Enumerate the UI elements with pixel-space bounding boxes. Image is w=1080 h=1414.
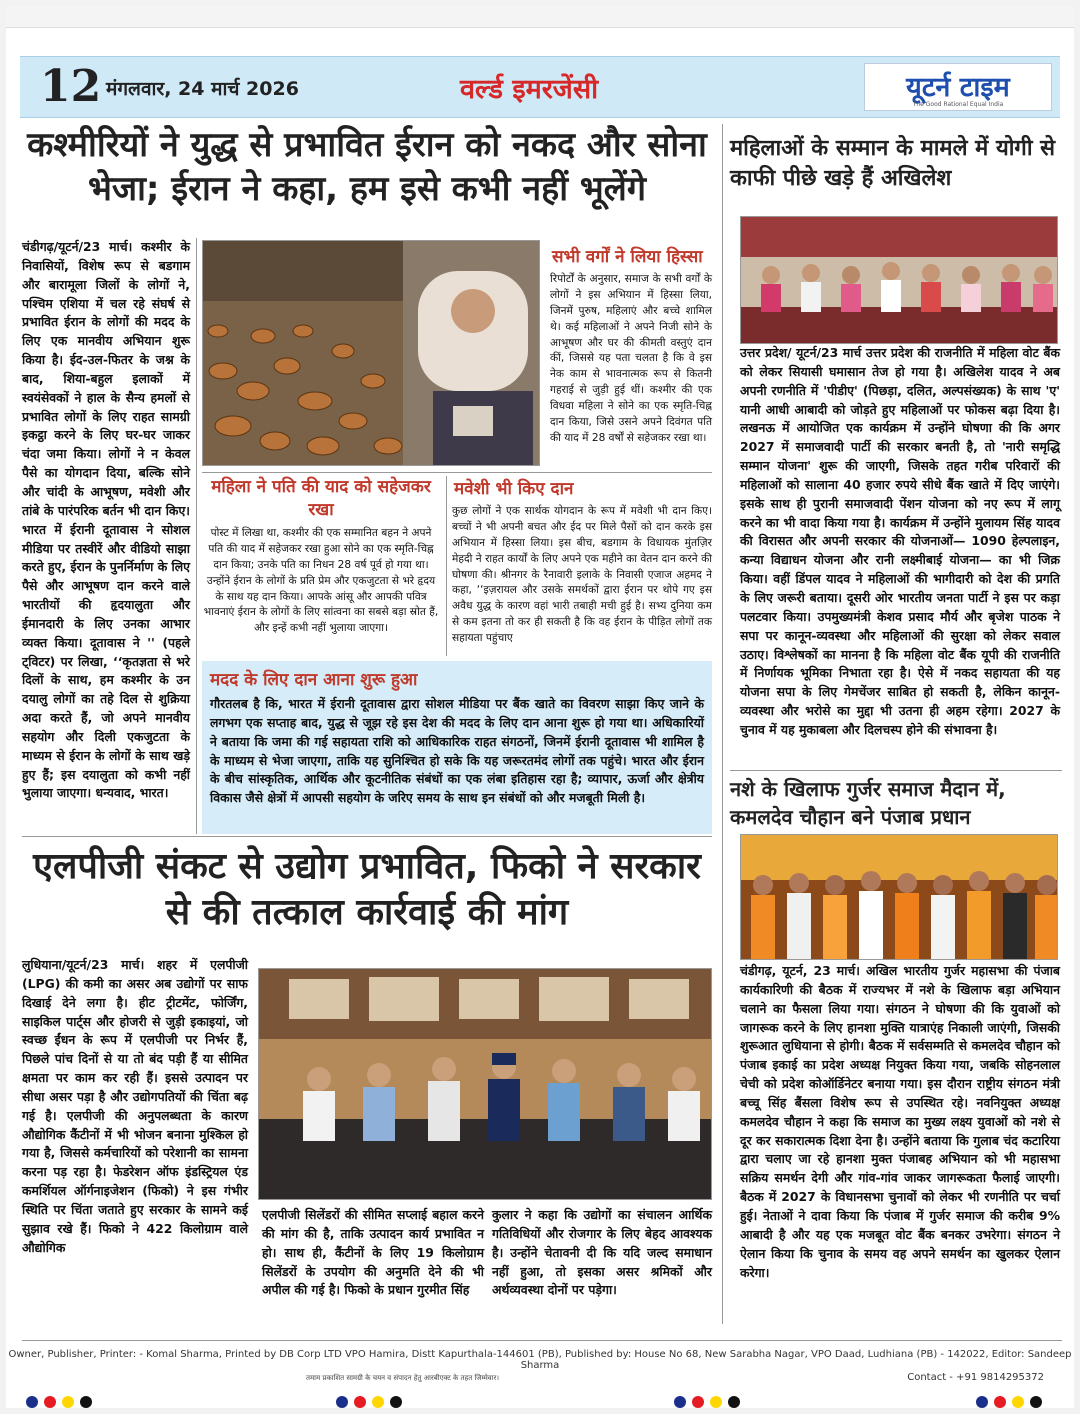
meeting-photo-illustration	[259, 969, 712, 1200]
register-mark	[354, 1396, 366, 1408]
register-mark	[1030, 1396, 1042, 1408]
imprint-line: Owner, Publisher, Printer: - Komal Sharma, Printed by DB Corp LTD VPO Hamira, Distt Kapurthala-144601 (PB), Published by: House No 68, New Sarabha Nagar, VPO Daad, Ludhiana (PB) - 142022, Editor: Sandeep Sharma	[8, 1349, 1072, 1371]
story1-cattle-text: कुछ लोगों ने एक सार्थक योगदान के रूप में मवेशी भी दान किए। बच्चों ने भी अपनी बचत और ईद पर मिले पैसों को दान करके इस अभियान में हिस्सा लिया। इस बीच, बडगाम के विधायक मुंतज़िर मेहदी ने राहत कार्यों के लिए अपने एक महीने का वेतन दान करने की घोषणा की। श्रीनगर के रैनावारी इलाके के निवासी एजाज अहमद ने कहा, ‘‘इज़रायल और उसके समर्थकों द्वारा ईरान पर थोपे गए इस अवैध युद्ध के कारण वहां भारी तबाही मची हुई है। सभ्य दुनिया कम से कम इतना तो कर ही सकती है कि वह ईरान के पीड़ित लोगों तक सहायता पहुंचाए	[452, 505, 712, 645]
top-strip	[6, 6, 1074, 28]
story3-photo	[740, 216, 1058, 344]
story2-column2: एलपीजी सिलेंडरों की सीमित सप्लाई बहाल करने की मांग की है, ताकि उत्पादन कार्य प्रभावित न हो। साथ ही, कैंटीनों के लिए 19 किलोग्राम सिलेंडरों के उपयोग की अनुमति देने की भी अपील की गई है। फिको के प्रधान गुरमीत सिंह	[262, 1207, 484, 1298]
issue-date: मंगलवार, 24 मार्च 2026	[106, 78, 299, 100]
story2-headline: एलपीजी संकट से उद्योग प्रभावित, फिको ने सरकार से की तत्काल कार्रवाई की मांग	[33, 846, 701, 934]
subhead-widow: महिला ने पति की याद को सहेजकर रखा	[211, 477, 431, 520]
responsibility-note: तमाम प्रकाशित सामग्री के चयन व संपादन हेतु आरबीएक्ट के तहत जिम्मेवार।	[306, 1374, 499, 1382]
event-stage-illustration	[741, 217, 1058, 344]
column-divider	[446, 476, 447, 656]
register-marks-right	[976, 1396, 1042, 1408]
story1-headline: कश्मीरियों ने युद्ध से प्रभावित ईरान को नकद और सोना भेजा; ईरान ने कहा, हम इसे कभी नहीं भूलेंगे	[27, 125, 707, 209]
contact-number: Contact - +91 9814295372	[907, 1372, 1044, 1383]
callout-title: मदद के लिए दान आना शुरू हुआ	[210, 670, 418, 690]
story4-headline: नशे के खिलाफ गुर्जर समाज मैदान में, कमलदेव चौहान बने पंजाब प्रधान	[730, 777, 1006, 829]
story2-column1: लुधियाना/यूटर्न/23 मार्च। शहर में एलपीजी (LPG) की कमी का असर अब उद्योगों पर साफ दिखाई देने लगा है। हीट ट्रीटमेंट, फोर्जिंग, साइकिल पार्ट्स और होजरी से जुड़ी इकाइयां, जो स्वच्छ ईंधन के रूप में एलपीजी पर निर्भर हैं, पिछले पांच दिनों से या तो बंद पड़ी हैं या सीमित क्षमता पर काम कर रही हैं। इससे उत्पादन पर सीधा असर पड़ा है और उद्योगपतियों की चिंता बढ़ गई है। एलपीजी की अनुपलब्धता के कारण औद्योगिक कैंटीनों में भी भोजन बनाना मुश्किल हो गया है, जिससे कर्मचारियों को परेशानी का सामना करना पड़ रहा है। फेडरेशन ऑफ इंडस्ट्रियल एंड कमर्शियल ऑर्गनाइजेशन (फिको) ने इस गंभीर स्थिति पर चिंता जताते हुए सरकार के सामने कई सुझाव रखे हैं। फिको ने 422 किलोग्राम वाले औद्योगिक	[22, 957, 248, 1255]
register-mark	[692, 1396, 704, 1408]
subhead-all-sections: सभी वर्गों ने लिया हिस्सा	[552, 247, 703, 267]
newspaper-page	[6, 6, 1074, 1408]
register-marks-center-left	[336, 1396, 402, 1408]
group-photo-illustration	[741, 835, 1058, 960]
story4-photo	[740, 834, 1058, 960]
story3-text: उत्तर प्रदेश/ यूटर्न/23 मार्च उत्तर प्रदेश की राजनीति में महिला वोट बैंक को लेकर सियासी घमासान तेज हो गया है। अखिलेश यादव ने अब अपनी रणनीति में 'पीडीए' (पिछड़ा, दलित, अल्पसंख्यक) के साथ 'ए' यानी आधी आबादी को जोड़ते हुए महिलाओं पर फोकस बढ़ा दिया है। लखनऊ में आयोजित एक कार्यक्रम में उन्होंने घोषणा की कि अगर 2027 में समाजवादी पार्टी की सरकार बनती है, तो 'नारी समृद्धि सम्मान योजना' शुरू की जाएगी, जिसके तहत गरीब परिवारों की महिलाओं को सालाना 40 हजार रुपये सीधे बैंक खाते में दिए जाएंगे। इसके साथ ही पुरानी समाजवादी पेंशन योजना को नए रूप में लागू करने का भी वादा किया गया है। कार्यक्रम में उन्होंने मुलायम सिंह यादव की विरासत और अपनी सरकार की योजनाओं— 1090 हेल्पलाइन, कन्या विद्याधन योजना और रानी लक्ष्मीबाई योजना— का भी जिक्र किया। वहीं डिंपल यादव ने महिलाओं की भागीदारी को देश की प्रगति के लिए जरूरी बताया। दूसरी ओर भारतीय जनता पार्टी ने इस पर कड़ा पलटवार किया। उपमुख्यमंत्री केशव प्रसाद मौर्य और बृजेश पाठक ने सपा पर कानून-व्यवस्था और महिलाओं की सुरक्षा को लेकर सवाल उठाए। विश्लेषकों का मानना है कि महिला वोट बैंक यूपी की राजनीति में निर्णायक भूमिका निभाता रहा है। ऐसे में नकद सहायता की यह योजना सपा के लिए गेमचेंजर साबित हो सकती है, लेकिन कानून-व्यवस्था और भरोसे का मुद्दा भी उतना ही अहम रहेगा। 2027 के चुनाव में यह मुकाबला और दिलचस्प होने की संभावना है।	[740, 345, 1060, 737]
story1-photo	[202, 240, 540, 466]
register-mark	[728, 1396, 740, 1408]
donations-callout-box	[202, 661, 712, 834]
story3-headline: महिलाओं के सम्मान के मामले में योगी से काफी पीछे खड़े हैं अखिलेश	[730, 136, 1056, 192]
story4-text: चंडीगढ़, यूटर्न, 23 मार्च। अखिल भारतीय गुर्जर महासभा की पंजाब कार्यकारिणी की बैठक में राज्यभर में नशे के खिलाफ बड़ा अभियान चलाने का फैसला लिया गया। संगठन ने घोषणा की कि युवाओं को जागरूक करने के लिए हानशा मुक्ति यात्राएंह निकाली जाएंगी, जिसकी शुरूआत लुधियाना से होगी। बैठक में सर्वसम्मति से कमलदेव चौहान को पंजाब इकाई का प्रदेश अध्यक्ष नियुक्त किया गया, जबकि सोहनलाल चेची को प्रदेश कोऑर्डिनेटर बनाया गया। इस दौरान राष्ट्रीय संगठन मंत्री बच्चू सिंह बैंसला विशेष रूप से उपस्थित रहे। नवनियुक्त अध्यक्ष कमलदेव चौहान ने कहा कि समाज का मुख्य लक्ष्य युवाओं को नशे से दूर कर सकारात्मक दिशा देना है। उन्होंने बताया कि गुलाब चंद कटारिया द्वारा चलाए जा रहे हानशा मुक्त पंजाबह अभियान को भी महासभा सक्रिय समर्थन देगी और गांव-गांव जाकर जागरूकता फैलाई जाएगी। बैठक में 2027 के विधानसभा चुनावों को लेकर भी रणनीति पर चर्चा हुई। नेताओं ने दावा किया कि पंजाब में गुर्जर समाज की करीब 9% आबादी है और यह एक मजबूत वोट बैंक बनकर उभरेगा। संगठन ने ऐलान किया कि चुनाव के समय वह अपने समर्थन का खुलकर ऐलान करेगा।	[740, 963, 1060, 1280]
register-mark	[976, 1396, 988, 1408]
register-mark	[1012, 1396, 1024, 1408]
newspaper-logo	[864, 63, 1052, 111]
story1-widow-text: पोस्ट में लिखा था, कश्मीर की एक सम्मानित बहन ने अपने पति की याद में सहेजकर रखा हुआ सोने का एक स्मृति-चिह्न दान किया; उनके पति का निधन 28 वर्ष पूर्व हो गया था। उन्होंने ईरान के लोगों के प्रति प्रेम और एकजुटता से भरे हृदय के साथ यह दान किया। आपके आंसू और आपकी पवित्र भावनाएं ईरान के लोगों के लिए सांत्वना का सबसे बड़ा स्रोत हैं, और इन्हें कभी नहीं भुलाया जाएगा।	[203, 527, 439, 635]
section-title: वर्ल्ड इमरजेंसी	[460, 74, 599, 105]
register-mark	[336, 1396, 348, 1408]
horizontal-rule	[202, 472, 712, 473]
register-marks-left	[26, 1396, 92, 1408]
logo-text: यूटर्न टाइम	[906, 72, 1010, 103]
story1-all-sections-text: रिपोर्टों के अनुसार, समाज के सभी वर्गों के लोगों ने इस अभियान में हिस्सा लिया, जिनमें पुरुष, महिलाएं और बच्चे शामिल थे। कई महिलाओं ने अपने निजी सोने के आभूषण और घर की कीमती वस्तुएं दान कीं, जिससे यह पता चलता है कि वे इस नेक काम से भावनात्मक रूप से कितनी गहराई से जुड़ी हुई थीं। कश्मीर की एक विधवा महिला ने सोने का एक स्मृति-चिह्न दान किया, जिसे उसने अपने दिवंगत पति की याद में 28 वर्षों से सहेजकर रखा था।	[550, 273, 712, 444]
masthead	[20, 56, 1060, 118]
column-divider	[722, 124, 723, 1324]
register-mark	[710, 1396, 722, 1408]
logo-tagline: The Good Rational Equal India	[912, 101, 1004, 108]
column-divider	[196, 238, 197, 834]
story2-photo	[258, 968, 712, 1200]
register-mark	[994, 1396, 1006, 1408]
story2-column3: कुलार ने कहा कि उद्योगों का संचालन आर्थिक गतिविधियों और रोजगार के लिए बेहद आवश्यक है। उन्होंने चेतावनी दी कि यदि जल्द समाधान नहीं हुआ, तो इसका असर श्रमिकों और अर्थव्यवस्था दोनों पर पड़ेगा।	[492, 1207, 712, 1298]
register-mark	[62, 1396, 74, 1408]
footer-rule	[22, 1340, 1062, 1341]
story1-column1: चंडीगढ़/यूटर्न/23 मार्च। कश्मीर के निवासियों, विशेष रूप से बडगाम और बारामूला जिलों के लोगों ने, पश्चिम एशिया में चल रहे संघर्ष से प्रभावित ईरान के लोगों की मदद के लिए एक मानवीय अभियान शुरू किया है। ईद-उल-फितर के जश्न के बाद, शिया-बहुल इलाकों में स्वयंसेवकों ने हाल के सैन्य हमलों से प्रभावित लोगों के लिए राहत सामग्री इकट्ठा करने के लिए घर-घर जाकर चंदा जमा किया। लोगों ने न केवल पैसे का योगदान दिया, बल्कि सोने और चांदी के आभूषण, मवेशी और तांबे के पारंपरिक बर्तन भी दान किए। भारत में ईरानी दूतावास ने सोशल मीडिया पर तस्वीरें और वीडियो साझा करते हुए, ईरान के पुनर्निर्माण के लिए पैसे और आभूषण दान करने वाले भारतीयों की हृदयालुता और ईमानदारी के लिए उनका आभार व्यक्त किया। दूतावास ने '' (पहले ट्विटर) पर लिखा, ‘‘कृतज्ञता से भरे दिलों के साथ, हम कश्मीर के उन दयालु लोगों का तहे दिल से शुक्रिया अदा करते हैं, जो अपने मानवीय सहयोग और दिली एकजुटता के माध्यम से ईरान के लोगों के साथ खड़े हुए हैं; इस दयालुता को कभी नहीं भुलाया जाएगा। धन्यवाद, भारत।	[22, 239, 190, 801]
register-mark	[372, 1396, 384, 1408]
register-marks-center-right	[674, 1396, 740, 1408]
register-mark	[80, 1396, 92, 1408]
register-mark	[674, 1396, 686, 1408]
register-mark	[26, 1396, 38, 1408]
page-number: 12	[40, 61, 102, 112]
horizontal-rule	[730, 770, 1062, 771]
register-mark	[44, 1396, 56, 1408]
callout-text: गौरतलब है कि, भारत में ईरानी दूतावास द्वारा सोशल मीडिया पर बैंक खाते का विवरण साझा किए जाने के लगभग एक सप्ताह बाद, युद्ध से जूझ रहे इस देश की मदद के लिए दान आना शुरू हो गया था। अधिकारियों ने बताया कि जमा की गई सहायता राशि को आधिकारिक राहत संगठनों, जिनमें ईरानी दूतावास भी शामिल है के माध्यम से भेजा जाएगा, ताकि यह सुनिश्चित हो सके कि यह जरूरतमंद लोगों तक पहुंचे। भारत और ईरान के बीच सांस्कृतिक, आर्थिक और कूटनीतिक संबंधों का एक लंबा इतिहास रहा है; व्यापार, ऊर्जा और क्षेत्रीय विकास जैसे क्षेत्रों में आपसी सहयोग के जरिए समय के साथ इन संबंधों को और मजबूती मिली है।	[210, 696, 704, 806]
donation-photo-illustration	[203, 241, 540, 466]
subhead-cattle: मवेशी भी किए दान	[454, 479, 574, 499]
horizontal-rule	[22, 836, 712, 837]
register-mark	[390, 1396, 402, 1408]
